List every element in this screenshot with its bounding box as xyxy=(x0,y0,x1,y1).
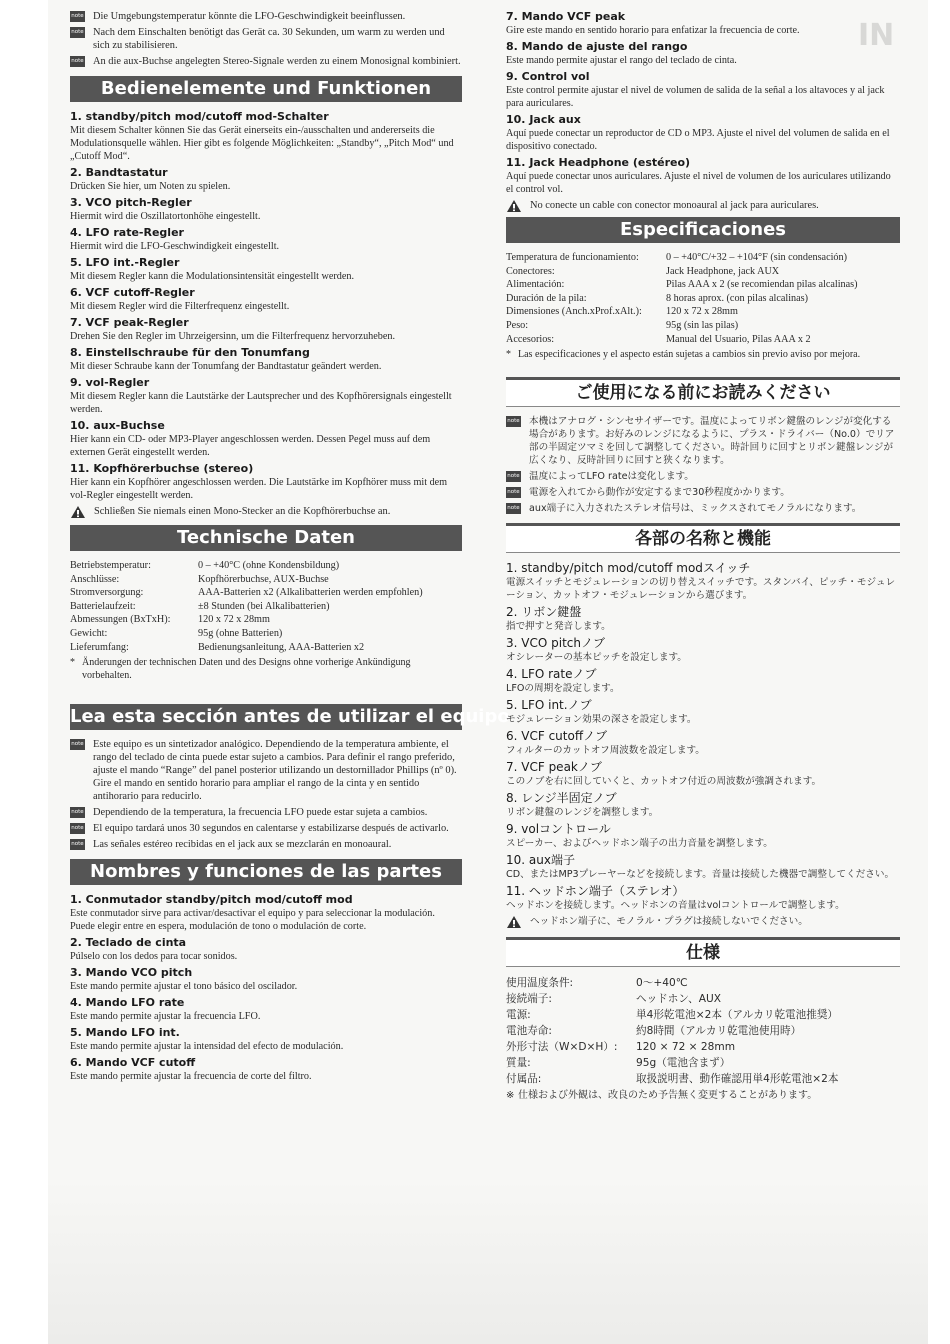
item-title: 2. リボン鍵盤 xyxy=(506,605,582,620)
spec-key: 使用温度条件: xyxy=(506,977,574,990)
spec-row xyxy=(70,627,462,641)
item-title: 10. Jack aux xyxy=(506,113,581,126)
spec-value: 95g（電池含まず） xyxy=(636,1057,731,1070)
asterisk-icon: * xyxy=(70,657,75,669)
list-item xyxy=(506,822,900,850)
item-desc: CD、またはMP3プレーヤーなどを接続します。音量は接続した機器で調整してください。 xyxy=(506,869,895,881)
spec-row xyxy=(506,991,900,1007)
note-text: 本機はアナログ・シンセサイザーです。温度によってリボン鍵盤のレンジが変化する場合があります。お好みのレンジになるように、プラス・ドライバー（No.0）でリア部の半固定ツマミを回して調整してください。時計回りに回すとリボン鍵盤レンジが広くなり、反時計回りに回すと狭くなります。 xyxy=(529,416,895,467)
section-header-es-parts: Nombres y funciones de las partes xyxy=(70,859,462,885)
spec-key: Gewicht: xyxy=(70,627,108,639)
spec-footnote-text: 仕様および外観は、改良のため予告無く変更することがあります。 xyxy=(518,1090,818,1102)
item-title: 2. Teclado de cinta xyxy=(70,936,187,950)
spec-value: 120 x 72 x 28mm xyxy=(198,614,270,626)
spec-row xyxy=(506,319,900,333)
item-title: 8. Einstellschraube für den Tonumfang xyxy=(70,346,310,359)
spec-key: 質量: xyxy=(506,1057,531,1070)
note xyxy=(70,838,462,851)
warning-hand-icon xyxy=(506,199,522,213)
spec-value: Manual del Usuario, Pilas AAA x 2 xyxy=(666,333,811,345)
section-header-de-controls: Bedienelemente und Funktionen xyxy=(70,76,462,102)
item-title: 10. aux端子 xyxy=(506,853,575,868)
list-item xyxy=(506,605,900,633)
spec-footnote xyxy=(70,656,462,682)
item-desc: 電源スイッチとモジュレーションの切り替えスイッチです。スタンバイ、ピッチ・モジュレーション、カットオフ・モジュレーションから選びます。 xyxy=(506,577,896,602)
spec-value: 120 × 72 × 28mm xyxy=(636,1041,736,1054)
spec-key: Temperatura de funcionamiento: xyxy=(506,252,639,263)
note-icon: note xyxy=(70,807,85,818)
list-item xyxy=(70,1056,462,1083)
item-title: 1. Conmutador standby/pitch mod/cutoff mod xyxy=(70,893,353,907)
list-item xyxy=(506,791,900,819)
item-title: 7. VCF peak-Regler xyxy=(70,316,189,329)
spec-row xyxy=(506,265,900,279)
item-title: 4. LFO rateノブ xyxy=(506,667,597,682)
item-title: 9. Control vol xyxy=(506,70,590,83)
warning-text: Schließen Sie niemals einen Mono-Stecker an die Kopfhörerbuchse an. xyxy=(94,506,391,517)
item-title: 4. LFO rate-Regler xyxy=(70,226,184,239)
spec-row xyxy=(70,600,462,614)
spec-row xyxy=(506,333,900,347)
spec-row xyxy=(506,975,900,991)
item-desc: Este mando permite ajustar la frecuencia de corte del filtro. xyxy=(70,1071,312,1083)
section-header-de-specs: Technische Daten xyxy=(70,525,462,551)
section-header-jp-read: ご使用になる前にお読みください xyxy=(506,377,900,407)
item-desc: Mit dieser Schraube kann der Tonumfang der Bandtastatur geändert werden. xyxy=(70,361,382,372)
warning-text: ヘッドホン端子に、モノラル・プラグは接続しないでください。 xyxy=(530,916,808,928)
spec-value: 8 horas aprox. (con pilas alcalinas) xyxy=(666,292,809,304)
item-title: 6. Mando VCF cutoff xyxy=(70,1056,196,1070)
item-desc: リボン鍵盤のレンジを調整します。 xyxy=(506,807,659,819)
top-notes xyxy=(70,10,462,68)
item-title: 6. VCF cutoffノブ xyxy=(506,729,608,744)
item-desc: Hiermit wird die Oszillatortonhöhe eingestellt. xyxy=(70,211,261,222)
spec-row xyxy=(70,613,462,627)
warning xyxy=(506,199,900,213)
note-icon: note xyxy=(506,487,521,498)
note xyxy=(506,486,900,499)
item-title: 10. aux-Buchse xyxy=(70,419,165,432)
note-text: Las señales estéreo recibidas en el jack aux se mezclarán en monoaural. xyxy=(93,839,392,851)
spec-value: 単4形乾電池×2本（アルカリ乾電池推奨） xyxy=(636,1009,839,1022)
reference-mark-icon: ※ xyxy=(506,1090,515,1102)
spec-footnote xyxy=(506,1089,900,1102)
spec-value: Bedienungsanleitung, AAA-Batterien x2 xyxy=(198,641,365,653)
spec-key: Duración de la pila: xyxy=(506,292,587,304)
jp-read-notes xyxy=(506,415,900,515)
note-icon: note xyxy=(70,839,85,850)
de-controls-list xyxy=(70,110,462,519)
item-title: 1. standby/pitch mod/cutoff mod-Schalter xyxy=(70,110,329,123)
spec-row xyxy=(506,251,900,265)
section-header-es-specs: Especificaciones xyxy=(506,217,900,243)
list-item xyxy=(70,376,462,416)
spec-key: Alimentación: xyxy=(506,279,565,291)
list-item xyxy=(506,760,900,788)
show-through-text: IN xyxy=(858,18,895,53)
list-item xyxy=(506,698,900,726)
es-parts-list xyxy=(70,893,462,1083)
list-item xyxy=(506,40,900,67)
spec-footnote xyxy=(506,348,900,361)
note-icon: note xyxy=(506,503,521,514)
spec-value: 0〜+40℃ xyxy=(636,977,688,990)
item-title: 2. Bandtastatur xyxy=(70,166,168,179)
spec-key: Betriebstemperatur: xyxy=(70,560,151,571)
list-item xyxy=(506,10,900,37)
item-title: 7. Mando VCF peak xyxy=(506,10,626,23)
item-title: 7. VCF peakノブ xyxy=(506,760,602,775)
note-icon: note xyxy=(506,471,521,482)
item-desc: Este control permite ajustar el nivel de volumen de salida de la señal a los altavoces y al jack para auriculares. xyxy=(506,85,885,109)
item-desc: Aquí puede conectar un reproductor de CD o MP3. Ajuste el nivel del volumen de salida en el dispositivo conectado. xyxy=(506,128,890,152)
item-desc: Mit diesem Regler kann die Lautstärke der Lautsprecher und des Kopfhörersignals eingestellt werden. xyxy=(70,391,452,415)
right-column xyxy=(506,10,900,1102)
spec-value: 0 – +40°C/+32 – +104°F (sin condensación) xyxy=(666,252,848,263)
note xyxy=(70,10,462,23)
item-desc: フィルターのカットオフ周波数を設定します。 xyxy=(506,745,705,757)
sheet-shadow xyxy=(48,1180,928,1344)
note-icon: note xyxy=(70,56,85,67)
note xyxy=(70,738,462,803)
note xyxy=(70,26,462,52)
item-desc: Drücken Sie hier, um Noten zu spielen. xyxy=(70,181,231,192)
spec-row xyxy=(70,573,462,587)
spec-key: Lieferumfang: xyxy=(70,641,129,653)
note-text: Die Umgebungstemperatur könnte die LFO-Geschwindigkeit beeinflussen. xyxy=(93,11,406,22)
section-header-jp-specs: 仕様 xyxy=(506,937,900,967)
spec-value: 95g (ohne Batterien) xyxy=(198,627,283,639)
item-desc: オシレーターの基本ピッチを設定します。 xyxy=(506,652,687,664)
note-text: Dependiendo de la temperatura, la frecuencia LFO puede estar sujeta a cambios. xyxy=(93,807,428,819)
item-desc: Este mando permite ajustar el tono básico del oscilador. xyxy=(70,981,298,993)
jp-spec-table xyxy=(506,975,900,1102)
es-spec-table xyxy=(506,251,900,361)
note xyxy=(70,806,462,819)
note-icon: note xyxy=(70,11,85,22)
list-item xyxy=(506,113,900,153)
spec-value: 95g (sin las pilas) xyxy=(666,319,739,331)
list-item xyxy=(506,729,900,757)
item-title: 9. volコントロール xyxy=(506,822,611,837)
list-item xyxy=(70,1026,462,1053)
list-item xyxy=(506,561,900,602)
list-item xyxy=(70,936,462,963)
list-item xyxy=(70,110,462,163)
note-text: 電源を入れてから動作が安定するまで30秒程度かかります。 xyxy=(529,487,790,499)
spec-key: 外形寸法（W×D×H）: xyxy=(506,1041,618,1054)
item-desc: Este mando permite ajustar la intensidad del efecto de modulación. xyxy=(70,1041,344,1053)
item-title: 11. Kopfhörerbuchse (stereo) xyxy=(70,462,254,475)
list-item xyxy=(70,286,462,313)
list-item xyxy=(70,346,462,373)
warning-hand-icon xyxy=(70,505,86,519)
item-desc: モジュレーション効果の深さを設定します。 xyxy=(506,714,697,726)
note xyxy=(70,55,462,68)
list-item xyxy=(70,316,462,343)
list-item xyxy=(70,966,462,993)
list-item xyxy=(70,893,462,933)
note-icon: note xyxy=(506,416,521,427)
item-title: 3. Mando VCO pitch xyxy=(70,966,193,980)
note-text: El equipo tardará unos 30 segundos en calentarse y estabilizarse después de activarlo. xyxy=(93,823,449,835)
item-desc: Hiermit wird die LFO-Geschwindigkeit eingestellt. xyxy=(70,241,280,252)
item-title: 4. Mando LFO rate xyxy=(70,996,185,1010)
spec-key: Dimensiones (Anch.xProf.xAlt.): xyxy=(506,306,642,318)
list-item xyxy=(506,636,900,664)
item-title: 5. LFO int.-Regler xyxy=(70,256,180,269)
spec-value: 取扱説明書、動作確認用単4形乾電池×2本 xyxy=(636,1073,839,1086)
list-item xyxy=(506,667,900,695)
spec-value: 120 x 72 x 28mm xyxy=(666,306,738,318)
es-read-notes xyxy=(70,738,462,851)
spec-key: 接続端子: xyxy=(506,993,552,1006)
spec-row xyxy=(506,292,900,306)
list-item xyxy=(506,884,900,912)
spec-key: 電池寿命: xyxy=(506,1025,552,1038)
list-item xyxy=(70,166,462,193)
item-title: 5. LFO int.ノブ xyxy=(506,698,592,713)
note xyxy=(506,470,900,483)
list-item xyxy=(506,70,900,110)
note-icon: note xyxy=(70,739,85,750)
spec-value: Kopfhörerbuchse, AUX-Buchse xyxy=(198,573,329,585)
warning xyxy=(506,915,900,929)
note-icon: note xyxy=(70,27,85,38)
list-item xyxy=(70,226,462,253)
spec-key: 電源: xyxy=(506,1009,531,1022)
item-title: 8. レンジ半固定ノブ xyxy=(506,791,617,806)
spec-value: ヘッドホン、AUX xyxy=(636,993,721,1006)
de-spec-table xyxy=(70,559,462,682)
spec-key: Peso: xyxy=(506,319,529,331)
spec-value: AAA-Batterien x2 (Alkalibatterien werden empfohlen) xyxy=(198,587,423,599)
warning xyxy=(70,505,462,519)
spec-footnote-text: Änderungen der technischen Daten und des Designs ohne vorherige Ankündigung vorbehalten. xyxy=(82,657,411,682)
item-desc: Aquí puede conectar unos auriculares. Ajuste el nivel de volumen de los auriculares utilizando el control vol. xyxy=(506,171,891,195)
note-text: aux端子に入力されたステレオ信号は、ミックスされてモノラルになります。 xyxy=(529,503,862,515)
spec-key: 付属品: xyxy=(506,1073,542,1086)
left-column xyxy=(70,10,510,1086)
item-title: 8. Mando de ajuste del rango xyxy=(506,40,688,53)
item-title: 11. Jack Headphone (estéreo) xyxy=(506,156,691,169)
item-title: 9. vol-Regler xyxy=(70,376,150,389)
jp-parts-list xyxy=(506,561,900,929)
note-text: Nach dem Einschalten benötigt das Gerät ca. 30 Sekunden, um warm zu werden und sich zu stabilisieren. xyxy=(93,27,445,51)
list-item xyxy=(70,419,462,459)
spec-value: Pilas AAA x 2 (se recomiendan pilas alcalinas) xyxy=(666,279,858,291)
warning-hand-icon xyxy=(506,915,522,929)
note xyxy=(506,415,900,467)
list-item xyxy=(70,256,462,283)
spec-row xyxy=(506,1023,900,1039)
list-item xyxy=(70,196,462,223)
asterisk-icon: * xyxy=(506,349,511,361)
spec-row xyxy=(506,278,900,292)
item-desc: Hier kann ein CD- oder MP3-Player angeschlossen werden. Dessen Pegel muss auf dem externen Gerät eingestellt werden. xyxy=(70,434,431,458)
warning-text: No conecte un cable con conector monoaural al jack para auriculares. xyxy=(530,200,819,211)
item-desc: Este mando permite ajustar el rango del teclado de cinta. xyxy=(506,55,737,66)
item-title: 5. Mando LFO int. xyxy=(70,1026,180,1040)
item-desc: Este mando permite ajustar la frecuencia LFO. xyxy=(70,1011,261,1023)
item-desc: スピーカー、およびヘッドホン端子の出力音量を調整します。 xyxy=(506,838,773,850)
item-title: 6. VCF cutoff-Regler xyxy=(70,286,195,299)
note-text: 温度によってLFO rateは変化します。 xyxy=(529,471,694,483)
item-desc: Mit diesem Regler kann die Modulationsintensität eingestellt werden. xyxy=(70,271,355,282)
list-item xyxy=(506,156,900,196)
note-text: Este equipo es un sintetizador analógico. Dependiendo de la temperatura ambiente, el rango del teclado de cinta puede estar sujeto a cambios. Para definir el rango preferido, ajuste el mando “Range” del panel posterior utilizando un destornillador Phillips (nº 0). Gire el mando en sentido horario para ampliar el rango de la cinta y en sentido antihorario para reducirlo. xyxy=(93,739,457,803)
note-text: An die aux-Buchse angelegten Stereo-Signale werden zu einem Monosignal kombiniert. xyxy=(93,56,461,67)
item-desc: Mit diesem Schalter können Sie das Gerät einerseits ein-/ausschalten und andererseits die Modulationsquelle wählen. Hier gibt es folgende Möglichkeiten: „Standby“, „Pitch Mod“ und „Cutoff Mod“. xyxy=(70,125,454,162)
item-desc: ヘッドホンを接続します。ヘッドホンの音量はvolコントロールで調整します。 xyxy=(506,900,845,912)
item-desc: Mit diesem Regler wird die Filterfrequenz eingestellt. xyxy=(70,301,290,312)
note xyxy=(70,822,462,835)
spec-value: 約8時間（アルカリ乾電池使用時） xyxy=(636,1025,802,1038)
spec-row xyxy=(506,1007,900,1023)
spec-key: Anschlüsse: xyxy=(70,573,120,585)
spec-key: Abmessungen (BxTxH): xyxy=(70,614,171,626)
item-title: 3. VCO pitchノブ xyxy=(506,636,605,651)
item-desc: このノブを右に回していくと、カットオフ付近の周波数が強調されます。 xyxy=(506,776,822,788)
spec-row xyxy=(506,1071,900,1087)
item-title: 11. ヘッドホン端子（ステレオ） xyxy=(506,884,685,899)
item-desc: Hier kann ein Kopfhörer angeschlossen werden. Die Lautstärke im Kopfhörer muss mit dem vol-Regler eingestellt werden. xyxy=(70,477,448,501)
item-desc: Púlselo con los dedos para tocar sonidos. xyxy=(70,951,238,963)
spec-row xyxy=(70,586,462,600)
spec-row xyxy=(506,1055,900,1071)
spec-row xyxy=(70,559,462,573)
spec-key: Conectores: xyxy=(506,265,555,277)
note-icon: note xyxy=(70,823,85,834)
list-item xyxy=(506,853,900,881)
item-desc: Drehen Sie den Regler im Uhrzeigersinn, um die Filterfrequenz hervorzuheben. xyxy=(70,331,396,342)
list-item xyxy=(70,996,462,1023)
spec-key: Batterielaufzeit: xyxy=(70,600,136,612)
item-desc: LFOの周期を設定します。 xyxy=(506,683,620,695)
spec-row xyxy=(70,641,462,655)
note xyxy=(506,502,900,515)
spec-value: Jack Headphone, jack AUX xyxy=(666,265,780,277)
es-parts-cont-list xyxy=(506,10,900,213)
spec-value: ±8 Stunden (bei Alkalibatterien) xyxy=(198,600,330,612)
section-header-jp-parts: 各部の名称と機能 xyxy=(506,523,900,553)
spec-value: 0 – +40°C (ohne Kondensbildung) xyxy=(198,560,340,571)
item-title: 1. standby/pitch mod/cutoff modスイッチ xyxy=(506,561,751,576)
spec-footnote-text: Las especificaciones y el aspecto están sujetas a cambios sin previo aviso por mejora. xyxy=(518,349,861,361)
spec-key: Accesorios: xyxy=(506,333,555,345)
spec-key: Stromversorgung: xyxy=(70,587,144,599)
item-desc: Este conmutador sirve para activar/desactivar el equipo y para seleccionar la modulación. Puede elegir entre en espera, modulación de tono o modulación de corte. xyxy=(70,908,435,933)
item-desc: 指で押すと発音します。 xyxy=(506,621,611,633)
spec-row xyxy=(506,1039,900,1055)
spec-row xyxy=(506,305,900,319)
item-title: 3. VCO pitch-Regler xyxy=(70,196,192,209)
section-header-es-read: Lea esta sección antes de utilizar el equipo xyxy=(70,704,462,730)
item-desc: Gire este mando en sentido horario para enfatizar la frecuencia de corte. xyxy=(506,25,800,36)
list-item xyxy=(70,462,462,502)
